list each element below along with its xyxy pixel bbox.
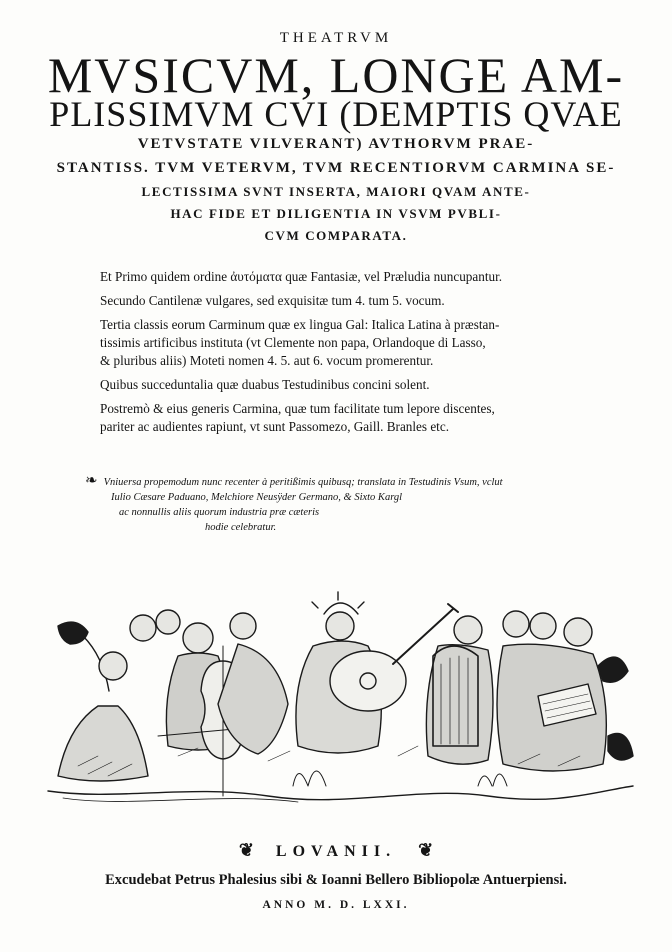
dedication (85, 474, 585, 535)
contents-list (100, 268, 560, 442)
contents-third-line1: Tertia classis eorum Carminum quæ ex lingua Gal: Italica Latina à præstan- (100, 317, 500, 332)
contents-second: Secundo Cantilenæ vulgares, sed exquisitæ tum 4. tum 5. vocum. (100, 293, 445, 308)
title-line-musicum: MVSICVM, LONGE AM- (47, 47, 625, 103)
dedication-line1-text: Vniuersa propemodum nunc recenter à peritißimis quibusq; translata in Testudinis Vsum, vclut (103, 477, 503, 488)
dedication-line1 (85, 474, 585, 490)
contents-third-line2: tissimis artificibus instituta (vt Clemente non papa, Orlandoque di Lasso, (100, 335, 486, 350)
dedication-line2: Iulio Cæsare Paduano, Melchiore Neusÿder Germano, & Sixto Kargl (111, 492, 403, 503)
title-line-theatrum: THEATRVM (279, 30, 393, 46)
title-line-hac-fide: HAC FIDE ET DILIGENTIA IN VSVM PVBLI- (170, 206, 502, 221)
contents-fourth: Quibus succeduntalia quæ duabus Testudinibus concini solent. (100, 377, 430, 392)
imprint-place (0, 840, 672, 861)
fleuron-icon: ❧ (85, 473, 98, 489)
dedication-line4: hodie celebratur. (205, 522, 277, 533)
imprint-year: ANNO M. D. LXXI. (262, 899, 410, 911)
contents-third-line3: & pluribus aliis) Moteti nomen 4. 5. aut 6. vocum promerentur. (100, 353, 434, 368)
ornament-right-icon: ❦ (418, 840, 434, 860)
ornament-left-icon: ❦ (238, 840, 254, 860)
title-line-lectissima: LECTISSIMA SVNT INSERTA, MAIORI QVAM ANTE- (141, 184, 531, 199)
contents-first: Et Primo quidem ordine ἀυτόματα quæ Fantasiæ, vel Præludia nuncupantur. (100, 269, 503, 284)
imprint-printer: Excudebat Petrus Phalesius sibi & Ioanni Bellero Bibliopolæ Antuerpiensi. (105, 872, 567, 888)
imprint-place-text: LOVANII. (275, 843, 397, 860)
title-line-stantiss: STANTISS. TVM VETERVM, TVM RECENTIORVM CARMINA SE- (56, 160, 616, 176)
title-line-vetustate: VETVSTATE VILVERANT) AVTHORVM PRAE- (137, 136, 535, 152)
contents-third (100, 316, 560, 370)
woodcut-illustration (38, 586, 638, 808)
title-line-comparata: CVM COMPARATA. (264, 228, 408, 243)
title-line-plissimum: PLISSIMVM CVI (DEMPTIS QVAE (49, 94, 623, 134)
dedication-line3: ac nonnullis aliis quorum industria præ cæteris (119, 507, 320, 518)
contents-fifth-line2: pariter ac audientes rapiunt, vt sunt Passomezo, Gaill. Branles etc. (100, 419, 449, 434)
contents-fifth (100, 400, 560, 436)
contents-fifth-line1: Postremò & eius generis Carmina, quæ tum facilitate tum lepore discentes, (100, 401, 495, 416)
